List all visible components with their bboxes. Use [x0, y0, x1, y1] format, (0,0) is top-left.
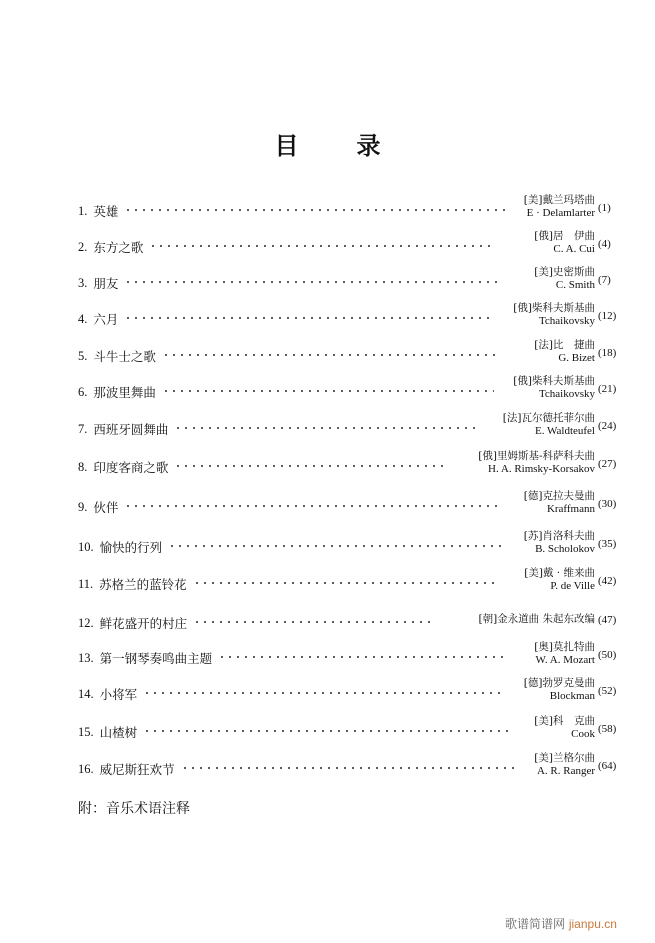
- entry-number: 15.: [78, 724, 94, 739]
- entry-composer: [534, 266, 595, 292]
- entry-title-group: [78, 202, 118, 220]
- entry-title[interactable]: 威尼斯狂欢节: [99, 762, 175, 777]
- watermark-cn: 歌谱简谱网: [505, 917, 566, 931]
- composer-en: Tchaikovsky: [538, 315, 595, 327]
- entry-title[interactable]: 斗牛士之歌: [93, 349, 156, 364]
- entry-title[interactable]: 伙伴: [93, 500, 119, 515]
- title-char-1: 目: [274, 131, 299, 160]
- entry-composer: [534, 339, 595, 365]
- entry-number: 7.: [78, 421, 88, 436]
- page-number[interactable]: (12): [598, 310, 617, 322]
- entry-number: 5.: [78, 348, 88, 363]
- entry-title[interactable]: 小将军: [99, 687, 138, 702]
- composer-cn: [朝]金永道曲 朱起东改编: [478, 613, 595, 625]
- composer-en: C. A. Cui: [553, 243, 595, 255]
- entry-title-group: [78, 575, 187, 593]
- entry-number: 13.: [78, 650, 94, 665]
- composer-en: E · Delamlarter: [526, 207, 595, 219]
- composer-cn: [美]兰格尔曲: [534, 752, 595, 764]
- page-number[interactable]: (30): [598, 498, 617, 510]
- entry-number: 4.: [78, 311, 88, 326]
- title-char-2: 录: [356, 131, 381, 160]
- entry-number: 2.: [78, 239, 88, 254]
- entry-composer: [524, 490, 595, 516]
- leader-dots: [124, 505, 500, 507]
- composer-en: C. Smith: [555, 279, 595, 291]
- page-number[interactable]: (7): [598, 274, 611, 286]
- toc-entry[interactable]: [0, 715, 655, 747]
- page-number[interactable]: (42): [598, 575, 617, 587]
- leader-dots: [143, 730, 510, 732]
- toc-entry[interactable]: [0, 266, 655, 298]
- toc-entry[interactable]: [0, 606, 655, 638]
- entry-composer: [534, 641, 595, 667]
- appendix-entry[interactable]: 附：音乐术语注释: [78, 801, 190, 817]
- leader-dots: [174, 465, 448, 467]
- toc-entry[interactable]: [0, 752, 655, 784]
- toc-entry[interactable]: [0, 412, 655, 444]
- entry-number: 14.: [78, 686, 94, 701]
- entry-composer: [524, 530, 595, 556]
- toc-entry[interactable]: [0, 375, 655, 407]
- entry-number: 9.: [78, 499, 88, 514]
- composer-cn: [美]科 克曲: [534, 715, 595, 727]
- entry-title-group: [78, 649, 212, 667]
- entry-composer: [524, 194, 595, 220]
- entry-title-group: [78, 723, 137, 741]
- composer-cn: [奥]莫扎特曲: [534, 641, 595, 653]
- entry-title[interactable]: 西班牙圆舞曲: [93, 422, 169, 437]
- page-number[interactable]: (47): [598, 614, 617, 626]
- entry-composer: [513, 302, 595, 328]
- entry-title-group: [78, 420, 168, 438]
- composer-cn: [美]史密斯曲: [534, 266, 595, 278]
- composer-cn: [苏]肖洛科夫曲: [523, 530, 595, 542]
- toc-entry[interactable]: [0, 339, 655, 371]
- entry-title-group: [78, 274, 118, 292]
- toc-entry[interactable]: [0, 641, 655, 673]
- leader-dots: [124, 209, 505, 211]
- composer-en: B. Scholokov: [535, 543, 595, 555]
- page-number[interactable]: (52): [598, 685, 617, 697]
- entry-title[interactable]: 鲜花盛开的村庄: [99, 616, 188, 631]
- entry-title[interactable]: 那波里舞曲: [93, 385, 156, 400]
- entry-number: 10.: [78, 539, 94, 554]
- entry-title[interactable]: 英雄: [93, 204, 119, 219]
- page-number[interactable]: (1): [598, 202, 611, 214]
- toc-entry[interactable]: [0, 230, 655, 262]
- entry-composer: [534, 230, 595, 256]
- composer-en: Blockman: [549, 690, 595, 702]
- composer-cn: [美]戴 · 维来曲: [524, 567, 595, 579]
- composer-cn: [俄]柴科夫斯基曲: [513, 375, 595, 387]
- entry-title-group: [78, 760, 175, 778]
- watermark-site: jianpu.cn: [568, 917, 617, 931]
- toc-entry[interactable]: [0, 567, 655, 599]
- entry-composer: [534, 752, 595, 778]
- leader-dots: [149, 245, 496, 247]
- page-number[interactable]: (4): [598, 238, 611, 250]
- entry-composer: [524, 567, 595, 593]
- leader-dots: [168, 545, 505, 547]
- entry-title-group: [78, 614, 187, 632]
- entry-title-group: [78, 347, 156, 365]
- entry-title-group: [78, 310, 118, 328]
- entry-title[interactable]: 六月: [93, 312, 119, 327]
- leader-dots: [124, 317, 492, 319]
- entry-title[interactable]: 愉快的行列: [99, 540, 163, 555]
- entry-title[interactable]: 朋友: [93, 276, 119, 291]
- entry-number: 1.: [78, 203, 88, 218]
- entry-title[interactable]: 印度客商之歌: [93, 460, 169, 475]
- toc-entry[interactable]: [0, 302, 655, 334]
- entry-title-group: [78, 498, 118, 516]
- toc-entry[interactable]: [0, 530, 655, 562]
- composer-cn: [俄]柴科夫斯基曲: [513, 302, 595, 314]
- entry-composer: [478, 613, 595, 626]
- composer-en: H. A. Rimsky-Korsakov: [488, 463, 595, 475]
- entry-composer: [503, 412, 595, 438]
- entry-title[interactable]: 东方之歌: [93, 240, 144, 255]
- watermark: [505, 915, 617, 932]
- leader-dots: [193, 582, 498, 584]
- entry-title-group: [78, 238, 143, 256]
- leader-dots: [174, 427, 480, 429]
- leader-dots: [193, 621, 430, 623]
- composer-cn: [德]勃罗克曼曲: [523, 677, 595, 689]
- page-number[interactable]: (35): [598, 538, 617, 550]
- toc-entry[interactable]: [0, 677, 655, 709]
- entry-composer: [513, 375, 595, 401]
- composer-cn: [美]戴兰玛塔曲: [523, 194, 595, 206]
- toc-entry[interactable]: [0, 490, 655, 522]
- composer-en: E. Waldteufel: [534, 425, 595, 437]
- page-number[interactable]: (27): [598, 458, 617, 470]
- page-title: [0, 126, 655, 161]
- page-number[interactable]: (21): [598, 383, 617, 395]
- composer-en: Cook: [571, 728, 595, 740]
- entry-title[interactable]: 第一钢琴奏鸣曲主题: [99, 651, 213, 666]
- leader-dots: [218, 656, 505, 658]
- entry-composer: [478, 450, 595, 476]
- composer-en: A. R. Ranger: [536, 765, 595, 777]
- entry-title-group: [78, 383, 156, 401]
- composer-cn: [德]克拉夫曼曲: [523, 490, 595, 502]
- entry-title[interactable]: 山楂树: [99, 725, 138, 740]
- entry-title-group: [78, 458, 168, 476]
- entry-title[interactable]: 苏格兰的蓝铃花: [99, 577, 187, 592]
- leader-dots: [162, 390, 494, 392]
- composer-cn: [俄]里姆斯基-科萨科夫曲: [478, 450, 595, 462]
- composer-en: P. de Ville: [550, 580, 595, 592]
- composer-en: W. A. Mozart: [535, 654, 595, 666]
- entry-composer: [524, 677, 595, 703]
- composer-en: G. Bizet: [558, 352, 595, 364]
- entry-title-group: [78, 538, 162, 556]
- composer-cn: [法]瓦尔德托菲尔曲: [502, 412, 595, 424]
- composer-cn: [法]比 捷曲: [534, 339, 595, 351]
- page-number[interactable]: (50): [598, 649, 617, 661]
- entry-composer: [534, 715, 595, 741]
- page-number[interactable]: (24): [598, 420, 617, 432]
- leader-dots: [181, 767, 515, 769]
- page-number[interactable]: (18): [598, 347, 617, 359]
- entry-title-group: [78, 685, 137, 703]
- entry-number: 12.: [78, 615, 94, 630]
- composer-en: Kraffmann: [546, 503, 595, 515]
- leader-dots: [162, 354, 500, 356]
- composer-cn: [俄]居 伊曲: [534, 230, 595, 242]
- toc-entry[interactable]: [0, 450, 655, 482]
- page-number[interactable]: (64): [598, 760, 617, 772]
- leader-dots: [143, 692, 500, 694]
- entry-number: 6.: [78, 384, 88, 399]
- entry-number: 8.: [78, 459, 88, 474]
- entry-number: 16.: [78, 761, 94, 776]
- entry-number: 11.: [78, 576, 94, 591]
- toc-entry[interactable]: [0, 194, 655, 226]
- leader-dots: [124, 281, 500, 283]
- entry-number: 3.: [78, 275, 88, 290]
- page-number[interactable]: (58): [598, 723, 617, 735]
- composer-en: Tchaikovsky: [538, 388, 595, 400]
